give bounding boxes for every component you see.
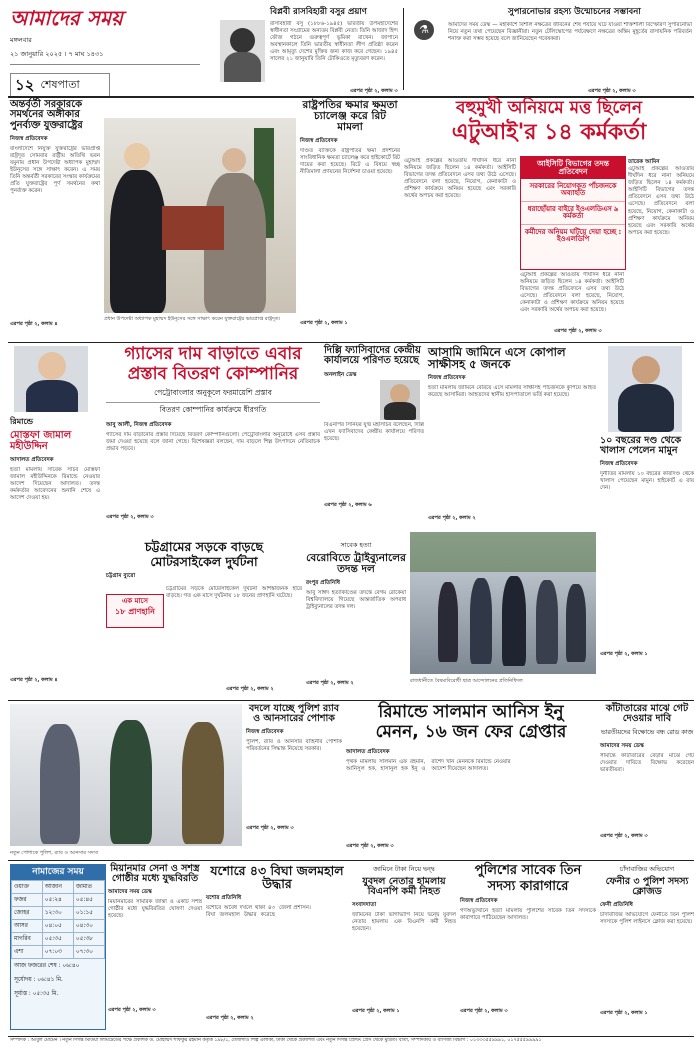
table-row [12,946,105,959]
delhi-story [324,346,424,536]
lead-story [404,100,694,340]
top-story-title: বিপ্লবী রাসবিহারী বসুর প্রয়াণ [270,7,367,17]
continue-link[interactable]: এরপর পৃষ্ঠা ২, কলাম ১ [352,1008,400,1015]
top-story-body: আমাদের সময় ডেস্ক — মহাকাশে বিশাল নক্ষত্রের জীবনের শেষ পর্যায়ে ঘটে যাওয়া শক্তিশালী বিস্ফোরণ সুপারনোভা নিয়ে নতুন তথ্য পেয়েছেন বিজ্ঞানীরা। নতুন টেলিস্কোপের পর্যবেক্ষণে নক্ষত্রের অন্তিম মুহূর্তের রাসায়নিক পরিবর্তন শনাক্ত করা সম্ভব হয়েছে বলে জানিয়েছেন গবেষকরা। [448,22,692,43]
top-story-body: রাসবিহারী বসু (১৮৮৬-১৯৪৫) ভারতীয় উপমহাদেশের স্বাধীনতা সংগ্রামের অন্যতম বিপ্লবী নেতা। তিনি আজাদ হিন্দ ফৌজ গঠনে গুরুত্বপূর্ণ ভূমিকা রাখেন। জাপানে অবস্থানকালে তিনি ভারতীয় স্বাধীনতা লীগ প্রতিষ্ঠা করেন এবং আমৃত্যু দেশের মুক্তির জন্য কাজ করে গেছেন। ১৯৪৫ সালের ২১ জানুয়ারি তিনি টোকিওতে মৃত্যুবরণ করেন। [270,21,398,63]
prayer-name: জোহর [12,907,43,920]
byline: নিজস্ব প্রতিবেদক [428,375,466,382]
column-header: ওয়াক্ত [12,881,43,894]
jamat-time: ০৪:৩০ [73,920,104,933]
story-body: সীমান্তে কাঁটাতারের বেড়ার মাঝে গেট দেওয়ার দাবিতে বিক্ষোভ করেছেন ভারতীয়রা। [600,752,694,774]
jubodal-story [352,864,456,1034]
subheadline: পেট্রোবাংলার অনুকূলে ফরমায়েশি প্রস্তাব [106,388,320,403]
headline-2: প্রস্তাব বিতরণ কোম্পানির [127,363,299,384]
story-body: জামিনের টাকা ভাগাভাগি নিয়ে দ্বন্দ্বে যুবদল নেতার হামলায় এক বিএনপি কর্মী নিহত হয়েছেন। [352,912,456,933]
rasbihari-photo [220,20,265,82]
headline: মিয়ানমার সেনা ও সশস্ত্র গোষ্ঠীর মধ্যে যুদ্ধবিরতি [110,863,200,884]
lead-body-bottom: এটুআই প্রকল্পের আওতায় দীর্ঘদিন ধরে নানা অনিয়মে জড়িত ছিলেন ১৪ কর্মকর্তা। আইসিটি বিভাগের তদন্ত প্রতিবেদনে এসব তথ্য উঠে এসেছে। প্রতিবেদনে বলা হয়েছে, নিয়োগ, কেনাকাটা ও প্রশিক্ষণ কার্যক্রমে অনিয়ম হয়েছে এবং সরকারি অর্থের অপচয় করা হয়েছে। [520,272,624,314]
headline: যুবদল নেতার হামলায় বিএনপি কর্মী নিহত [362,876,446,898]
story-body: আবু সাঈদ হত্যাকাণ্ডের তদন্তে বেগম রোকেয়া বিশ্ববিদ্যালয়ে গিয়েছে আন্তর্জাতিক অপরাধ ট্রাইব্যুনালের তদন্ত দল। [306,590,406,611]
headline-1: পুলিশের সাবেক তিন [474,863,582,878]
byline: নিজস্ব প্রতিবেদক [246,728,284,735]
prayer-name: আসর [12,920,43,933]
continue-link[interactable]: এরপর পৃষ্ঠা ২, কলাম ৩ [108,1006,156,1013]
subheadline: ভারতীয়দের বিক্ষোভে বন্ধ রোড কাজ [600,728,694,736]
story-body: বিএনপির সিনিয়র যুগ্ম মহাসচিব বলেছেন, দিল্লি এখন ফ্যাসিবাদের কেন্দ্রীয় কার্যালয়ে পরিণত হয়েছে। [324,421,424,442]
prayer-times-box [10,864,106,1030]
interim-photo [104,118,296,313]
prayer-name: মাগরিব [12,933,43,946]
day-label: মঙ্গলবার [10,36,32,44]
box-line: কর্মীদের অনিয়ম ঘটিয়ে দেয়া হচ্ছে : ইওএলডিপি [524,228,622,244]
azan-time: ০৫:৩৫ [42,933,73,946]
continue-link[interactable]: এরপর পৃষ্ঠা ২, কলাম ১ [600,650,648,657]
box-line: ধরাছোঁয়ার বাইরে ইওএলডিএস ৯ কর্মকর্তা [521,202,625,225]
continue-link[interactable]: এরপর পৃষ্ঠা ২, কলাম ৩ [600,832,648,839]
uniform-photo [10,704,242,846]
pardon-story [300,100,400,340]
stat-box [106,594,164,628]
continue-link[interactable]: এরপর পৃষ্ঠা ২, কলাম ১ [300,320,348,327]
mamun-photo [608,346,682,432]
byline: রংপুর প্রতিনিধি [306,580,340,587]
continue-link[interactable]: এরপর পৃষ্ঠা ২, কলাম ২ [428,515,476,522]
rimand-story [10,346,100,698]
continue-link[interactable]: এরপর পৃষ্ঠা ২, কলাম ৩ [588,88,636,94]
gas-story [106,346,320,536]
table-row [12,920,105,933]
column-header: আজান [42,881,73,894]
story-body: দুর্নীতির মামলায় ১০ বছরের কারাদণ্ড থেকে খালাস পেয়েছেন মামুন। হাইকোর্ট এ রায় দেন। [600,470,694,492]
azan-time: ০৭:০৩ [42,946,73,959]
headline: কাঁটাতারের মাঝে গেট দেওয়ার দাবি [605,703,689,724]
lead-headline-1: বহুমুখী অনিয়মে মত্ত ছিলেন [456,98,642,118]
prayer-table [11,880,105,959]
reporter: তারেক আমিন [628,159,660,165]
headline: যশোরে ৪৩ বিঘা জলমহাল উদ্ধার [210,863,344,892]
story-body: গ্যাসের দাম বাড়ানোর প্রস্তাব দিয়েছে বিতরণ কোম্পানিগুলো। পেট্রোবাংলার অনুরোধে এসব প্রস্তাব জমা দেওয়া হয়েছে বলে জানা গেছে। বিশেষজ্ঞরা বলছেন, দাম বাড়লে শিল্প উৎপাদনে নেতিবাচক প্রভাব পড়বে। [106,431,320,452]
headline-2: সদস্য কারাগারে [487,878,569,894]
continue-link[interactable]: এরপর পৃষ্ঠা ২, কলাম ৩ [346,842,394,849]
page-name: শেষপাতা [40,78,80,91]
byline: আমাদের সময় ডেস্ক [108,888,152,895]
continue-link[interactable]: এরপর পৃষ্ঠা ২, কলাম ২ [226,686,274,692]
kicker: রিমান্ডে [10,417,34,426]
headline: ১০ বছরের দণ্ড থেকে খালাস পেলেন মামুন [600,435,682,456]
byline: আমাদের সময় ডেস্ক [600,742,644,749]
continue-link[interactable]: এরপর পৃষ্ঠা ২, কলাম ৬ [324,501,372,508]
box-line: সরকারের নিয়োগকৃত পাঁচজনকে অব্যাহতি [521,179,625,202]
story-body: গণঅভ্যুত্থানে হত্যা মামলায় পুলিশের সাবেক তিন সদস্যকে কারাগারে পাঠিয়েছেন আদালত। [460,908,596,922]
story-body: বাংলাদেশে নিযুক্ত যুক্তরাষ্ট্রের ভারপ্রাপ্ত রাষ্ট্রদূত সোমবার রাষ্ট্রীয় অতিথি ভবন যমুনায় প্রধান উপদেষ্টা অধ্যাপক মুহাম্মদ ইউনূসের সঙ্গে সাক্ষাৎ করেন। এ সময় তিনি অন্তর্বর্তী সরকারের সংস্কার কার্যক্রমের প্রতি যুক্তরাষ্ট্রের পূর্ণ সমর্থনের কথা পুনর্ব্যক্ত করেন। [10,145,100,195]
continue-link[interactable]: এরপর পৃষ্ঠা ২, কলাম ৪ [10,320,58,327]
story-body: হত্যা মামলায় জামিনে বেরিয়ে এসে মামলার সাক্ষীসহ পাঁচজনকে কুপিয়ে আহত করেছে আসামিরা। আহতদের স্থানীয় হাসপাতালে ভর্তি করা হয়েছে। [428,385,596,399]
headline: মোস্তফা জামাল মহীউদ্দিন [10,430,72,452]
headline-2: মেনন, ১৬ জন ফের গ্রেপ্তার [375,721,567,742]
stat-label: এক মাসে [121,597,148,605]
story-body: দণ্ডিত ব্যক্তিকে রাষ্ট্রপতির ক্ষমা প্রদর্শনের সাংবিধানিক ক্ষমতা চ্যালেঞ্জ করে হাইকোর্টে রিট দায়ের করা হয়েছে। রিটে এ বিষয়ে স্বচ্ছ নীতিমালা প্রণয়নের নির্দেশনা চাওয়া হয়েছে। [300,148,400,176]
byline: সংবাদদাতা [352,902,377,909]
lead-headline-2: এটুআই'র ১৪ কর্মকর্তা [451,119,647,145]
jamat-time: ০৫:৪৫ [73,894,104,907]
headline-1: চট্টগ্রামের সড়কে বাড়ছে [144,539,264,554]
byline: আবু আলী, নিজস্ব প্রতিবেদক [106,421,172,428]
box-title: আইসিটি বিভাগের তদন্ত প্রতিবেদন [521,157,625,179]
stat-value: ১৮ প্রাণহানি [115,607,155,617]
headline: বেরোবিতে ট্রাইব্যুনালের তদন্ত দল [306,552,406,576]
headline: রাষ্ট্রপতির ক্ষমার ক্ষমতা চ্যালেঞ্জ করে রিট মামলা [302,99,398,134]
continue-link[interactable]: এরপর পৃষ্ঠা ২, কলাম ৩ [554,328,602,334]
byline: অনলাইন ডেস্ক [324,371,357,378]
jamat-time: ০৫:৩৮ [73,933,104,946]
microscope-icon: ⚗ [414,20,434,40]
byline: যশোর প্রতিনিধি [206,895,242,902]
continue-link[interactable]: এরপর পৃষ্ঠা ২, কলাম ৩ [350,88,398,94]
jail-story [460,864,596,1034]
continue-link[interactable]: এরপর পৃষ্ঠা ২, কলাম ৩ [246,824,294,831]
photo-caption: নতুন পোশাকে পুলিশ, র‌্যাব ও আনসার সদস্য [10,850,99,856]
lead-body-left: এটুআই প্রকল্পের আওতায় দীর্ঘদিন ধরে নানা অনিয়মে জড়িত ছিলেন ১৪ কর্মকর্তা। আইসিটি বিভাগের তদন্ত প্রতিবেদনে এসব তথ্য উঠে এসেছে। প্রতিবেদনে বলা হয়েছে, নিয়োগ, কেনাকাটা ও প্রশিক্ষণ কার্যক্রমে অনিয়ম হয়েছে এবং সরকারি অর্থের অপচয় করা হয়েছে। [404,158,516,200]
prayer-title: নামাজের সময় [11,865,105,880]
lead-highlight-box [520,156,626,270]
subheadline: বিতরণ কোম্পানির কার্যক্রমে ধীরগতি [159,404,267,414]
sunset-time: সূর্যাস্ত : ০৫:৩৫ মি. [14,991,59,998]
headline: আসামি জামিনে এসে কোপাল সাক্ষীসহ ৫ জনকে [428,345,566,372]
masthead [10,6,200,94]
headline: ফেনীর ৩ পুলিশ সদস্য ক্লোজড [605,876,689,897]
newspaper-logo: আমাদের সময় [10,6,123,30]
byline: নিজস্ব প্রতিবেদক [460,898,498,905]
lead-body-right: এটুআই প্রকল্পের আওতায় দীর্ঘদিন ধরে নানা অনিয়মে জড়িত ছিলেন ১৪ কর্মকর্তা। আইসিটি বিভাগের তদন্ত প্রতিবেদনে এসব তথ্য উঠে এসেছে। প্রতিবেদনে বলা হয়েছে, নিয়োগ, কেনাকাটা ও প্রশিক্ষণ কার্যক্রমে অনিয়ম হয়েছে এবং সরকারি অর্থের অপচয় করা হয়েছে। [628,166,694,236]
headline-2: মোটরসাইকেল দুর্ঘটনা [150,554,258,570]
wire-story [600,704,694,854]
ctg-story [106,540,302,698]
mamun-story [600,346,694,696]
table-row [12,907,105,920]
table-row [12,933,105,946]
headline-1: গ্যাসের দাম বাড়াতে এবার [124,344,302,364]
photo-caption: প্রধান উপদেষ্টা অধ্যাপক মুহাম্মদ ইউনূসের সঙ্গে সাক্ষাৎ করেন যুক্তরাষ্ট্রের ভারপ্রাপ্ত রাষ্ট্রদূত। [104,316,281,322]
azan-time: ০৫:২৪ [42,894,73,907]
students-photo [410,532,596,674]
jessore-story [206,864,348,1034]
azan-time: ১২:৩০ [42,907,73,920]
jamat-time: ০৭:৩০ [73,946,104,959]
prayer-name: ফজর [12,894,43,907]
jamat-time: ০১:১৫ [73,907,104,920]
continue-link[interactable]: এরপর পৃষ্ঠা ২, কলাম ২ [206,1015,254,1022]
column-header: জামাত [73,881,104,894]
mohiuddin-photo [14,346,88,412]
byline: আদালত প্রতিবেদক [10,457,54,463]
feni-story [600,864,694,1034]
story-body: চাঁদাবাজির অভিযোগে ফেনীতে তিন পুলিশ সদস্যকে পুলিশ লাইনসে ক্লোজ করা হয়েছে। [600,911,694,926]
date-label: ২১ জানুয়ারি ২০২৫ । ৭ মাঘ ১৪৩১ [10,49,200,65]
top-story-supernova [408,8,693,98]
headline: দিল্লি ফ্যাসিবাদের কেন্দ্রীয় কার্যালয়ে পরিণত হয়েছে [324,345,421,367]
continue-link[interactable]: এরপর পৃষ্ঠা ২, কলাম ১ [600,1009,648,1016]
sunrise-time: সূর্যোদয় : ০৬:৪১ মি. [14,977,63,984]
story-body: পুলিশ, র‌্যাব ও আনসার বাহিনীর পোশাক পরিবর্তনের সিদ্ধান্ত নিয়েছে সরকার। [246,738,342,753]
headline: বদলে যাচ্ছে পুলিশ র‌্যাব ও আনসারের পোশাক [248,703,340,724]
salman-story [346,704,596,854]
kicker: জামিনে টাকা নিয়ে দ্বন্দ্ব [373,865,435,873]
myanmar-story [108,864,202,1034]
continue-link[interactable]: এরপর পৃষ্ঠা ২, কলাম ২ [306,680,354,687]
continue-link[interactable]: এরপর পৃষ্ঠা ২, কলাম ৩ [106,513,154,520]
asami-story [428,346,596,536]
byline: নিজস্ব প্রতিবেদক [300,138,338,145]
story-body: পৃথক মামলায় সালমান এফ রহমান, আনিসুল হক, হাসানুল হক ইনু ও রাশেদ খান মেননকে রিমান্ডে নেওয়ার আদেশ দিয়েছেন আদালত। [346,758,511,772]
top-story-rasbihari [200,8,400,98]
kicker: সাবেক হত্যা [340,541,372,549]
byline: চট্টগ্রাম ব্যুরো [106,573,136,580]
story-body: চট্টগ্রামের সড়কে মোটরসাইকেল দুর্ঘটনা আশঙ্কাজনক হারে বাড়ছে। গত এক মাসে দুর্ঘটনায় ১৮ জনের প্রাণহানি ঘটেছে। [166,586,302,600]
tribunal-story [306,540,406,700]
azan-time: ০৪:০৫ [42,920,73,933]
story-body: মিয়ানমারের সামরিক জান্তা ও একটি সশস্ত্র গোষ্ঠীর মধ্যে যুদ্ধবিরতির ঘোষণা দেওয়া হয়েছে। [108,898,202,920]
story-body: হত্যা মামলায় সাবেক সচিব মোস্তফা জামাল মহীউদ্দিনকে রিমান্ডে নেওয়ার আদেশ দিয়েছেন আদালত। তদন্ত কর্মকর্তার আবেদনের শুনানি শেষে এ আদেশ দেওয়া হয়। [10,467,100,502]
reporter-photo [380,380,420,420]
top-story-title: সুপারনোভার রহস্য উন্মোচনের সম্ভাবনা [508,7,641,17]
imprint-footer: সম্পাদক : আবুল মোমেন । নতুন দিগন্ত মিডিয়া লিমিটেডের পক্ষে প্রকাশক ড. মোহাম্মদ শফিকুর রহমান কর্তৃক ১৯৮/১, তেজগাঁও শিল্প এলাকা, ঢাকা থেকে প্রকাশিত এবং নতুন দিগন্ত প্রিন্টিং প্রেস থেকে মুদ্রিত। বার্তা, সম্পাদকীয় ও বাণিজ্য বিভাগ : ০১৩৩৩৫৫৯৯৯১, ০১৭৫৫৫৯৯৯৯১ [10,1038,542,1043]
prayer-note: আজ ফজরের শেষ : ০৬:৪০ [14,963,80,970]
headline: অন্তর্বর্তী সরকারকে সমর্থনের অঙ্গীকার পুনর্ব্যক্ত যুক্তরাষ্ট্রের [10,99,83,131]
photo-caption: রাজধানীতে বৈষম্যবিরোধী ছাত্র আন্দোলনের প্রতিনিধিদল [410,678,523,684]
table-row [12,894,105,907]
headline-1: রিমান্ডে সালমান আনিস ইনু [378,702,564,722]
kicker: চাঁদাবাজির অভিযোগ [619,865,675,873]
prayer-name: এশা [12,946,43,959]
byline: আদালত প্রতিবেদক [346,748,390,755]
byline: নিজস্ব প্রতিবেদক [10,135,48,142]
interim-story [10,100,100,340]
page-number: ১২ [15,75,35,94]
uniform-story [246,704,342,854]
byline: ফেনী প্রতিনিধি [600,901,633,908]
continue-link[interactable]: এরপর পৃষ্ঠা ২, কলাম ৪ [10,677,58,683]
story-body: যশোরে অবৈধ দখলে থাকা ৪৩ বিঘা জলমহাল উদ্ধার করেছে জেলা প্রশাসন। [206,905,311,919]
continue-link[interactable]: এরপর পৃষ্ঠা ২, কলাম ৩ [460,1008,508,1015]
byline: নিজস্ব প্রতিবেদক [600,460,638,467]
